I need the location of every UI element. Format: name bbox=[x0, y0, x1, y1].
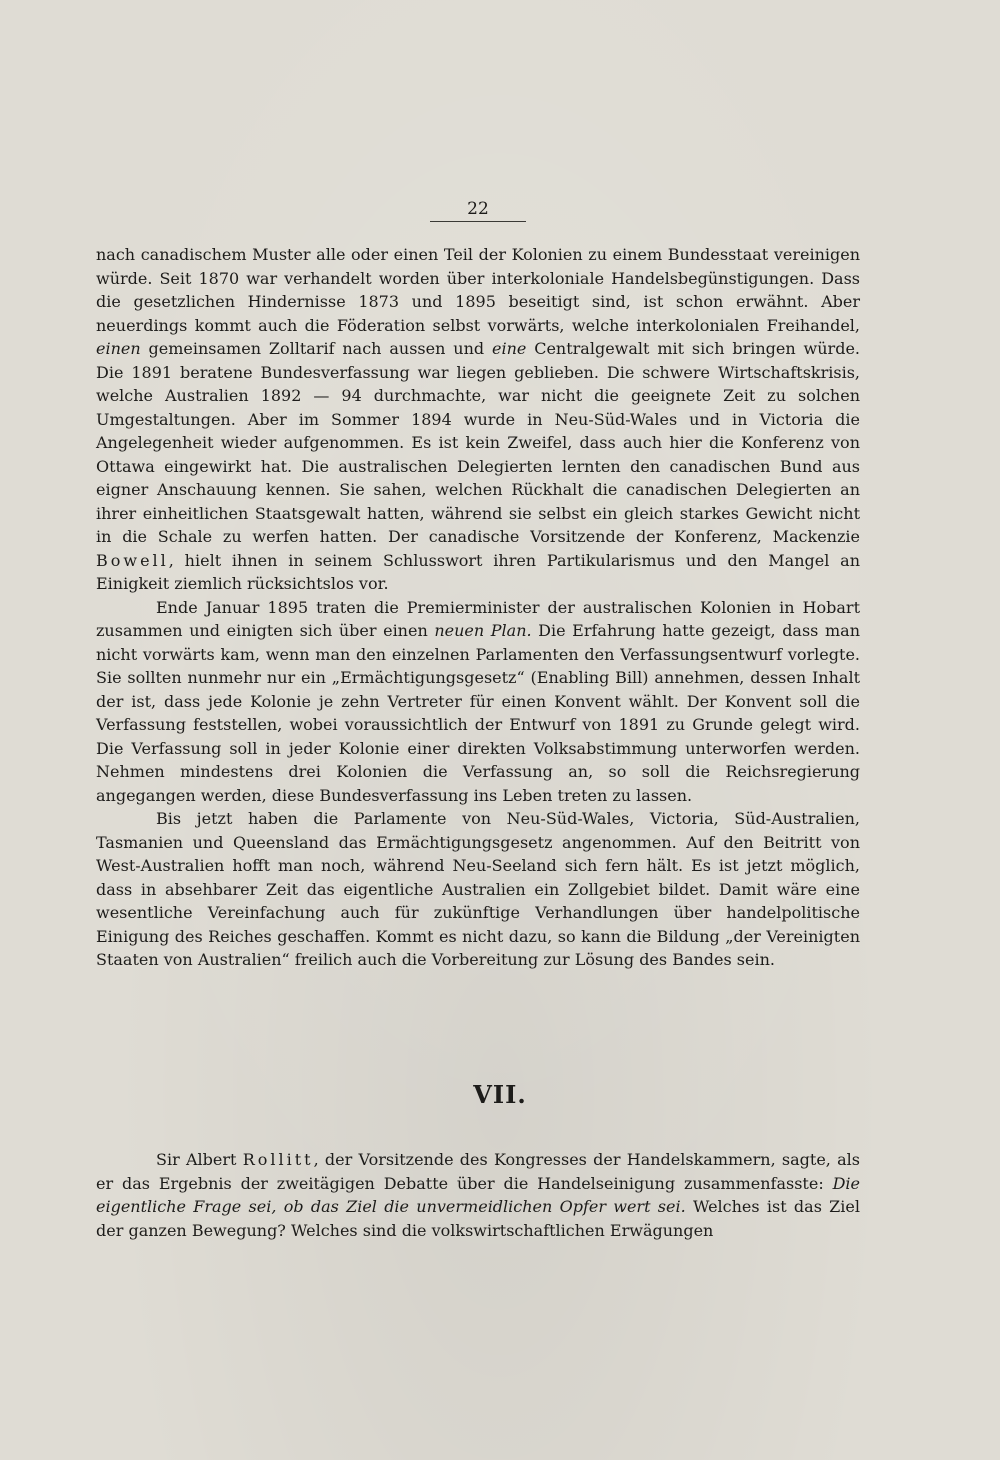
spaced-name: Bowell bbox=[96, 550, 169, 570]
italic-run: neuen Plan. bbox=[434, 621, 532, 640]
text-run: Bis jetzt haben die Parlamente von Neu-Süd-Wales, Victoria, Süd-Australien, Tasmanien und Queensland das Ermächtigungsgesetz angenommen. Auf den Beitritt von West-Australien hofft man noch, während Neu-Seeland sich fern hält. Es ist jetzt möglich, dass in absehbarer Zeit das eigentliche Australien ein Zollgebiet bildet. Damit wäre eine wesentliche Vereinfachung auch für zukünftige Verhandlungen über handelpolitische Einigung des Reiches geschaffen. Kommt es nicht dazu, so kann die Bildung „der Vereinigten Staaten von Australien“ freilich auch die Vorbereitung zur Lösung des Bandes sein. bbox=[96, 809, 860, 969]
paragraph-2 bbox=[96, 596, 860, 808]
text-run: nach canadischem Muster alle oder einen Teil der Kolonien zu einem Bundesstaat vereinigen würde. Seit 1870 war verhandelt worden über interkoloniale Handelsbegünstigungen. Dass die gesetzlichen Hindernisse 1873 und 1895 beseitigt sind, ist schon erwähnt. Aber neuerdings kommt auch die Föderation selbst vorwärts, welche interkolonialen Freihandel, bbox=[96, 245, 860, 335]
text-run: gemeinsamen Zolltarif nach aussen und bbox=[140, 339, 492, 358]
text-run: Welches ist das Ziel der ganzen Bewegung? Welches sind die volkswirtschaftlichen Erwägungen bbox=[96, 1197, 860, 1240]
italic-run: Die eigentliche Frage sei, ob das Ziel die unvermeidlichen Opfer wert sei. bbox=[96, 1173, 860, 1216]
text-run: Die Erfahrung hatte gezeigt, dass man nicht vorwärts kam, wenn man den einzelnen Parlamenten den Verfassungsentwurf vorlegte. Sie sollten nunmehr nur ein „Ermächtigungsgesetz“ (Enabling Bill) annehmen, dessen Inhalt der ist, dass jede Kolonie je zehn Vertreter für einen Konvent wählt. Der Konvent soll die Verfassung feststellen, wobei voraussichtlich der Entwurf von 1891 zu Grunde gelegt wird. Die Verfassung soll in jeder Kolonie einer direkten Volksabstimmung unterworfen werden. Nehmen mindestens drei Kolonien die Verfassung an, so soll die Reichsregierung angegangen werden, diese Bundesverfassung ins Leben treten zu lassen. bbox=[96, 621, 860, 805]
body-text bbox=[96, 243, 860, 972]
italic-run: einen bbox=[96, 339, 141, 358]
text-run: , hielt ihnen in seinem Schlusswort ihren Partikularismus und den Mangel an Einigkeit ziemlich rücksichtslos vor. bbox=[96, 550, 860, 593]
paragraph-3 bbox=[96, 807, 860, 972]
section-heading: VII. bbox=[473, 1080, 527, 1109]
text-run: Ende Januar 1895 traten die Premierminister der australischen Kolonien in Hobart zusammen und einigten sich über einen bbox=[96, 597, 860, 640]
text-run: Sir Albert bbox=[156, 1150, 243, 1169]
italic-run: eine bbox=[491, 339, 527, 358]
text-run: , der Vorsitzende des Kongresses der Handelskammern, sagte, als er das Ergebnis der zweitägigen Debatte über die Handelseinigung zusammenfasste: bbox=[96, 1150, 861, 1193]
text-run: Centralgewalt mit sich bringen würde. Die 1891 beratene Bundesverfassung war liegen geblieben. Die schwere Wirtschaftskrisis, welche Australien 1892 — 94 durchmachte, war nicht die geeignete Zeit zu solchen Umgestaltungen. Aber im Sommer 1894 wurde in Neu-Süd-Wales und in Victoria die Angelegenheit wieder aufgenommen. Es ist kein Zweifel, dass auch hier die Konferenz von Ottawa eingewirkt hat. Die australischen Delegierten lernten den canadischen Bund aus eigner Anschauung kennen. Sie sahen, welchen Rückhalt die canadischen Delegierten an ihrer einheitlichen Staatsgewalt hatten, während sie selbst ein gleich starkes Gewicht nicht in die Schale zu werfen hatten. Der canadische Vorsitzende der Konferenz, Mackenzie bbox=[96, 339, 861, 546]
paragraph-1 bbox=[96, 243, 860, 596]
section-paragraph bbox=[96, 1148, 860, 1242]
page-number: 22 bbox=[430, 199, 526, 222]
spaced-name: Rollitt bbox=[242, 1150, 314, 1169]
section-body-text bbox=[96, 1148, 860, 1242]
